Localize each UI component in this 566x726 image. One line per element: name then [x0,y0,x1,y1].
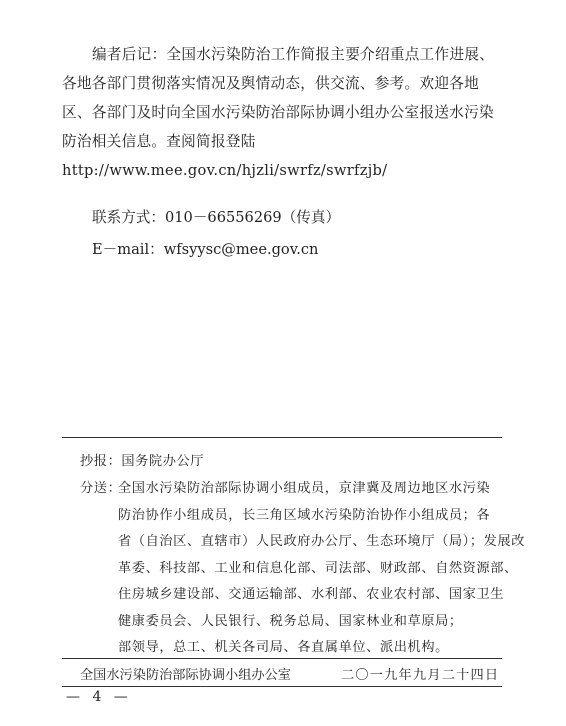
send-line: 健康委员会、人民银行、税务总局、国家林业和草原局； [118,613,463,629]
send-line: 革委、科技部、工业和信息化部、司法部、财政部、自然资源部、 [118,560,518,576]
editor-note-text: 编者后记：全国水污染防治工作简报主要介绍重点工作进展、各地各部门贯彻落实情况及舆情动态，供交流、参考。欢迎各地区、各部门及时向全国水污染防治部际协调小组办公室报送水污染防治相关信息。查阅简报登陆 http://www.mee.gov.cn/hjzli/swrfz/swrfzjb/ [62,46,495,179]
editor-note-paragraph [62,40,508,185]
contact-email: E－mail：wfsyysc@mee.gov.cn [92,241,319,258]
send-line: 住房城乡建设部、交通运输部、水利部、农业农村部、国家卫生 [118,587,505,602]
send-line: 全国水污染防治部际协调小组成员，京津冀及周边地区水污染 [118,481,491,496]
send-line: 省（自治区、直辖市）人民政府办公厅、生态环境厅（局）；发展改 [118,534,526,549]
footer-issuer: 全国水污染防治部际协调小组办公室 [80,668,291,683]
send-label: 分送： [80,481,122,496]
send-line: 防治协作小组成员，长三角区域水污染防治协作小组成员；各 [118,507,491,523]
send-recipients [118,476,525,662]
distribution-top-rule [62,437,502,438]
contact-phone: 联系方式：010－66556269（传真） [92,209,341,226]
footer-top-rule [62,658,502,659]
footer-date: 二〇一九年九月二十四日 [341,668,500,683]
send-line: 部领导，总工、机关各司局、各直属单位、派出机构。 [118,640,449,655]
cc-report-line: 抄报：国务院办公厅 [80,454,205,469]
footer-bottom-rule [62,686,502,687]
page-number: — 4 — [66,689,132,705]
